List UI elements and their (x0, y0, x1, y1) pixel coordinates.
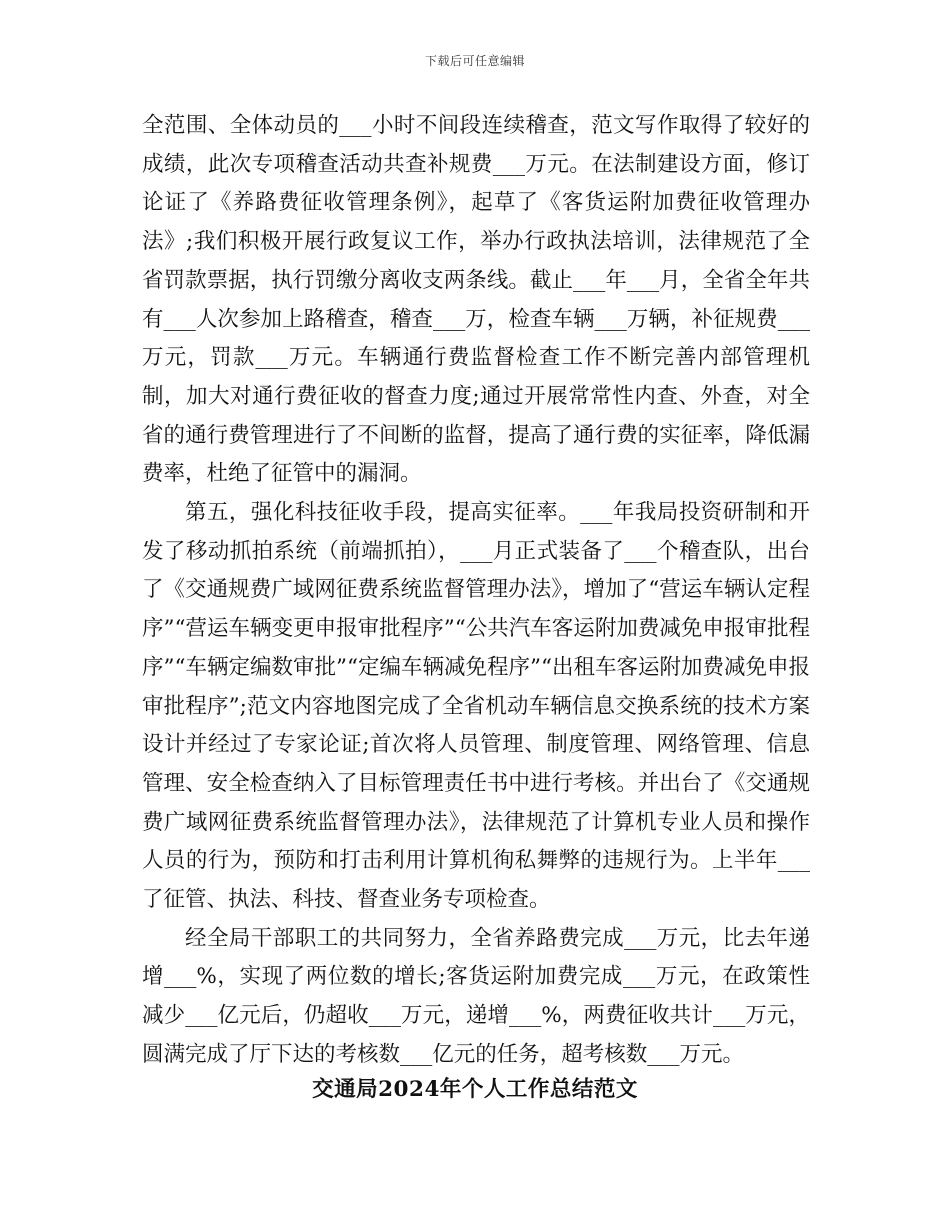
document-body (142, 107, 810, 1075)
paragraph-2: 第五，强化科技征收手段，提高实征率。___年我局投资研制和开发了移动抓拍系统（前端抓拍），___月正式装备了___个稽查队，出台了《交通规费广域网征费系统监督管理办法》，增加了“营运车辆认定程序”“营运车辆变更申报审批程序”“公共汽车客运附加费减免申报审批程序”“车辆定编数审批”“定编车辆减免程序”“出租车客运附加费减免申报审批程序”;范文内容地图完成了全省机动车辆信息交换系统的技术方案设计并经过了专家论证;首次将人员管理、制度管理、网络管理、信息管理、安全检查纳入了目标管理责任书中进行考核。并出台了《交通规费广域网征费系统监督管理办法》，法律规范了计算机专业人员和操作人员的行为，预防和打击利用计算机徇私舞弊的违规行为。上半年___了征管、执法、科技、督查业务专项检查。 (142, 500, 810, 913)
paragraph-3: 经全局干部职工的共同努力，全省养路费完成___万元，比去年递增___%，实现了两位数的增长;客货运附加费完成___万元，在政策性减少___亿元后，仍超收___万元，递增___%，两费征收共计___万元，圆满完成了厅下达的考核数___亿元的任务，超考核数___万元。 (142, 925, 810, 1067)
page-header-note: 下载后可任意编辑 (424, 54, 525, 68)
paragraph-1: 全范围、全体动员的___小时不间段连续稽查，范文写作取得了较好的成绩，此次专项稽查活动共查补规费___万元。在法制建设方面，修订论证了《养路费征收管理条例》，起草了《客货运附加费征收管理办法》;我们积极开展行政复议工作，举办行政执法培训，法律规范了全省罚款票据，执行罚缴分离收支两条线。截止___年___月，全省全年共有___人次参加上路稽查，稽查___万，检查车辆___万辆，补征规费___万元，罚款___万元。车辆通行费监督检查工作不断完善内部管理机制，加大对通行费征收的督查力度;通过开展常常性内查、外查，对全省的通行费管理进行了不间断的监督，提高了通行费的实征率，降低漏费率，杜绝了征管中的漏洞。 (142, 113, 810, 487)
section-title: 交通局2024年个人工作总结范文 (312, 1077, 638, 1102)
